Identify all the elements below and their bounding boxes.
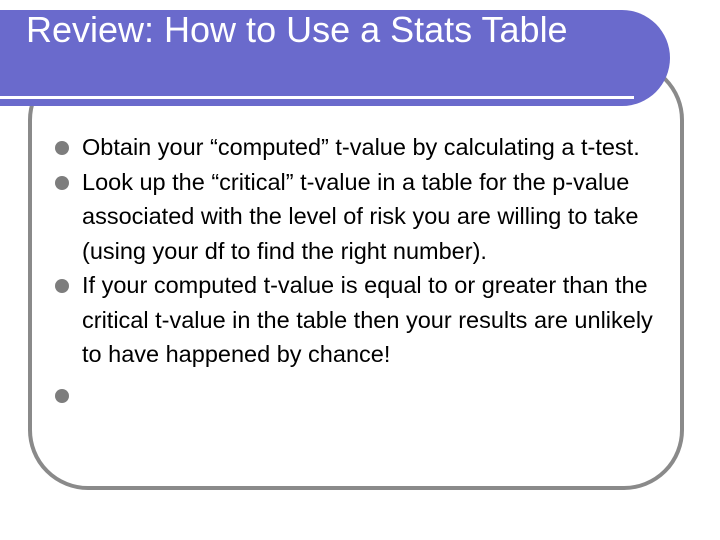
slide-content [50, 130, 660, 412]
bullet-item [50, 165, 660, 269]
bullet-text: Obtain your “computed” t-value by calculating a t-test. [82, 134, 640, 160]
bullet-item [50, 268, 660, 372]
bullet-dot-icon [55, 279, 69, 293]
bullet-dot-icon [55, 176, 69, 190]
bullet-item [50, 130, 660, 165]
bullet-dot-icon [55, 141, 69, 155]
slide-title: Review: How to Use a Stats Table [26, 9, 568, 50]
bullet-list [50, 130, 660, 412]
bullet-item-empty [50, 378, 660, 413]
bullet-text: If your computed t-value is equal to or greater than the critical t-value in the table then your results are unlikely to have happened by chance! [82, 272, 653, 367]
bullet-text: Look up the “critical” t-value in a table for the p-value associated with the level of risk you are willing to take (using your df to find the right number). [82, 168, 639, 264]
bullet-dot-icon [55, 389, 69, 403]
title-underline [0, 96, 634, 99]
